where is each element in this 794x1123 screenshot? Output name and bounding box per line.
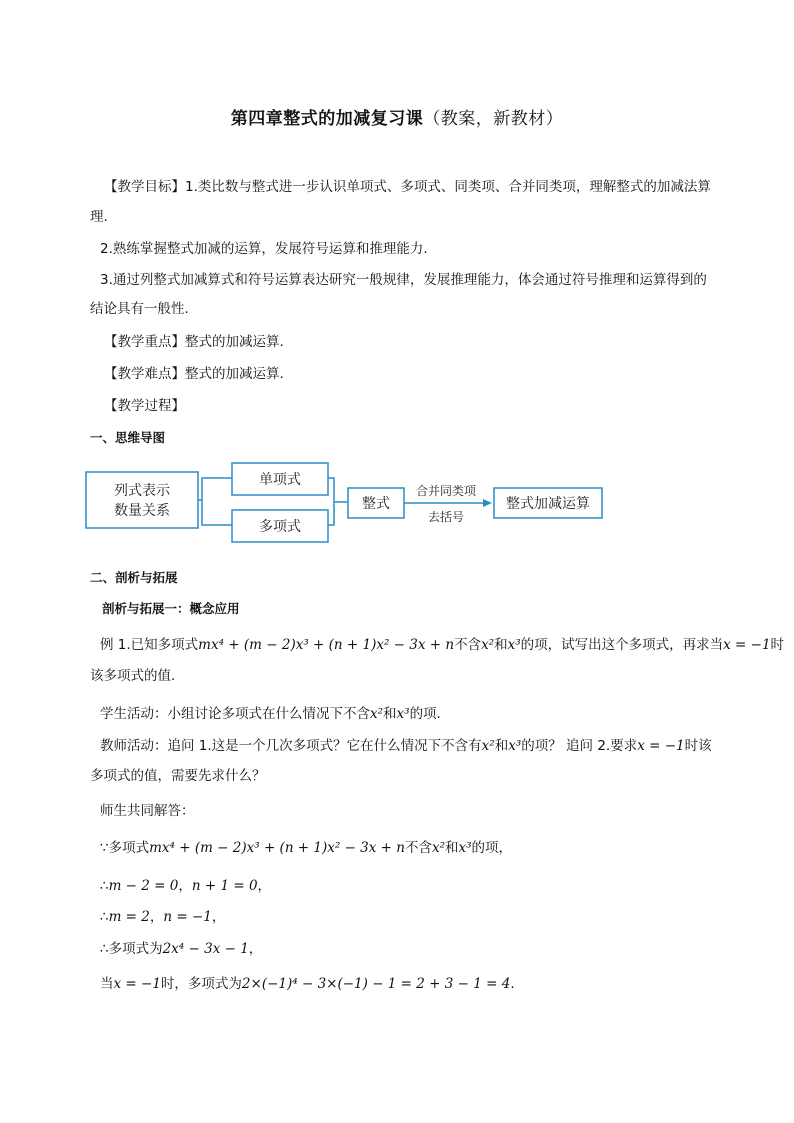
arrow-top-label: 合并同类项: [415, 484, 477, 498]
solution-line-1: [100, 838, 740, 858]
mind-map-diagram: [72, 458, 612, 554]
teacher-text-a: 教师活动：追问 1.这是一个几次多项式？它在什么情况下不含有: [100, 738, 482, 754]
solution-5-condition: x = −1: [113, 976, 161, 992]
arrow-head: [483, 499, 492, 507]
student-text-b: 的项.: [409, 706, 441, 722]
title-main: 第四章整式的加减复习课: [230, 109, 424, 129]
arrow-bottom-label: 去括号: [427, 510, 465, 524]
key-point: [104, 332, 744, 352]
student-text-a: 学生活动：小组讨论多项式在什么情况下不含: [100, 706, 370, 722]
solution-1-polynomial: mx⁴ + (m − 2)x³ + (n + 1)x² − 3x + n: [149, 840, 405, 856]
solution-4-prefix: ∴多项式为: [100, 941, 163, 957]
solution-2-eq-2: n + 1 = 0: [191, 878, 258, 894]
solution-3-eq-2: n = −1: [163, 909, 212, 925]
teacher-condition: x = −1: [637, 738, 685, 754]
student-x3: x³: [396, 706, 410, 722]
solution-3-end: ，: [211, 909, 226, 925]
student-x2: x²: [370, 706, 384, 722]
page-title: [0, 104, 794, 129]
solution-line-5: [100, 974, 740, 994]
student-and: 和: [383, 706, 397, 722]
solution-5-mid: 时，多项式为: [160, 976, 242, 992]
solution-3-prefix: ∴: [100, 909, 109, 925]
difficulty-text: 整式的加减运算.: [185, 366, 284, 382]
solution-1-x2: x²: [431, 840, 446, 856]
objectives-line-3a: 3.通过列整式加减算式和符号运算表达研究一般规律，发展推理能力，体会通过符号推理和运算得到的: [100, 272, 707, 288]
solution-2-prefix: ∴: [100, 878, 109, 894]
difficulty: [104, 364, 744, 384]
solution-4-end: ，: [248, 941, 263, 957]
key-point-text: 整式的加减运算.: [185, 334, 284, 350]
connector-left-branch: [198, 478, 232, 525]
solution-5-prefix: 当: [100, 976, 114, 992]
student-activity: [100, 704, 740, 724]
example-1-line-2: 该多项式的值.: [90, 668, 176, 684]
solution-3-eq-1: m = 2: [108, 909, 150, 925]
connector-merge: [328, 478, 348, 525]
objectives-line-1b: 理.: [90, 209, 108, 225]
solution-1-end: 的项，: [471, 840, 513, 856]
solution-line-4: [100, 939, 740, 959]
example-1-condition: x = −1: [723, 637, 771, 653]
title-sub: （教案，新教材）: [423, 109, 564, 129]
solution-1-mid: 不含: [404, 840, 432, 856]
solution-line-3: [100, 907, 740, 927]
objectives-line-1: [104, 177, 744, 197]
solution-1-x3: x³: [458, 840, 472, 856]
box-left: [86, 472, 198, 528]
solution-5-end: .: [510, 976, 515, 992]
solution-1-prefix: ∵多项式: [100, 840, 150, 856]
example-1-polynomial: mx⁴ + (m − 2)x³ + (n + 1)x² − 3x + n: [198, 637, 455, 653]
solution-1-and: 和: [445, 840, 459, 856]
box-top-label: 单项式: [259, 472, 301, 488]
teacher-x3: x³: [508, 738, 522, 754]
teacher-activity-line-2: 多项式的值，需要先求什么？: [90, 768, 266, 784]
process-label: 【教学过程】: [104, 398, 185, 414]
example-1-end: 时: [770, 637, 785, 653]
box-left-line-1: 列式表示: [114, 483, 170, 499]
solution-2-sep: ，: [178, 878, 192, 894]
example-1-mid: 不含: [454, 637, 482, 653]
difficulty-label: 【教学难点】: [104, 366, 185, 382]
objectives-label: 【教学目标】: [104, 179, 185, 195]
example-1-x2: x²: [481, 637, 495, 653]
example-1-x3: x³: [507, 637, 521, 653]
subsection-1-title: 剖析与拓展一：概念应用: [102, 601, 240, 616]
section-1-title: 一、思维导图: [90, 430, 166, 445]
section-2-title: 二、剖析与拓展: [90, 570, 178, 585]
teacher-activity-line-1: [100, 736, 740, 756]
box-middle-label: 整式: [362, 496, 390, 512]
solution-3-sep: ，: [149, 909, 164, 925]
solution-4-polynomial: 2x⁴ − 3x − 1: [162, 941, 249, 957]
example-1-prefix: 例 1.已知多项式: [100, 637, 199, 653]
box-left-line-2: 数量关系: [114, 503, 170, 519]
joint-answer-label: 师生共同解答：: [100, 803, 195, 819]
objectives-line-3b: 结论具有一般性.: [90, 301, 189, 317]
teacher-text-c: 时该: [684, 738, 712, 754]
box-bottom-label: 多项式: [259, 519, 301, 535]
objectives-text-1a: 1.类比数与整式进一步认识单项式、多项式、同类项、合并同类项，理解整式的加减法算: [185, 179, 711, 195]
teacher-text-b: 的项？ 追问 2.要求: [521, 738, 638, 754]
solution-2-end: ，: [257, 878, 272, 894]
objectives-line-2: 2.熟练掌握整式加减的运算，发展符号运算和推理能力.: [100, 241, 428, 257]
example-1-suffix: 的项，试写出这个多项式，再求当: [520, 637, 724, 653]
teacher-and: 和: [494, 738, 509, 754]
example-1-line-1: [100, 635, 785, 655]
key-point-label: 【教学重点】: [104, 334, 185, 350]
solution-2-eq-1: m − 2 = 0: [108, 878, 179, 894]
example-1-and: 和: [494, 637, 508, 653]
box-right-label: 整式加减运算: [506, 496, 590, 512]
solution-line-2: [100, 876, 740, 896]
teacher-x2: x²: [481, 738, 495, 754]
solution-5-expression: 2×(−1)⁴ − 3×(−1) − 1 = 2 + 3 − 1 = 4: [241, 976, 511, 992]
